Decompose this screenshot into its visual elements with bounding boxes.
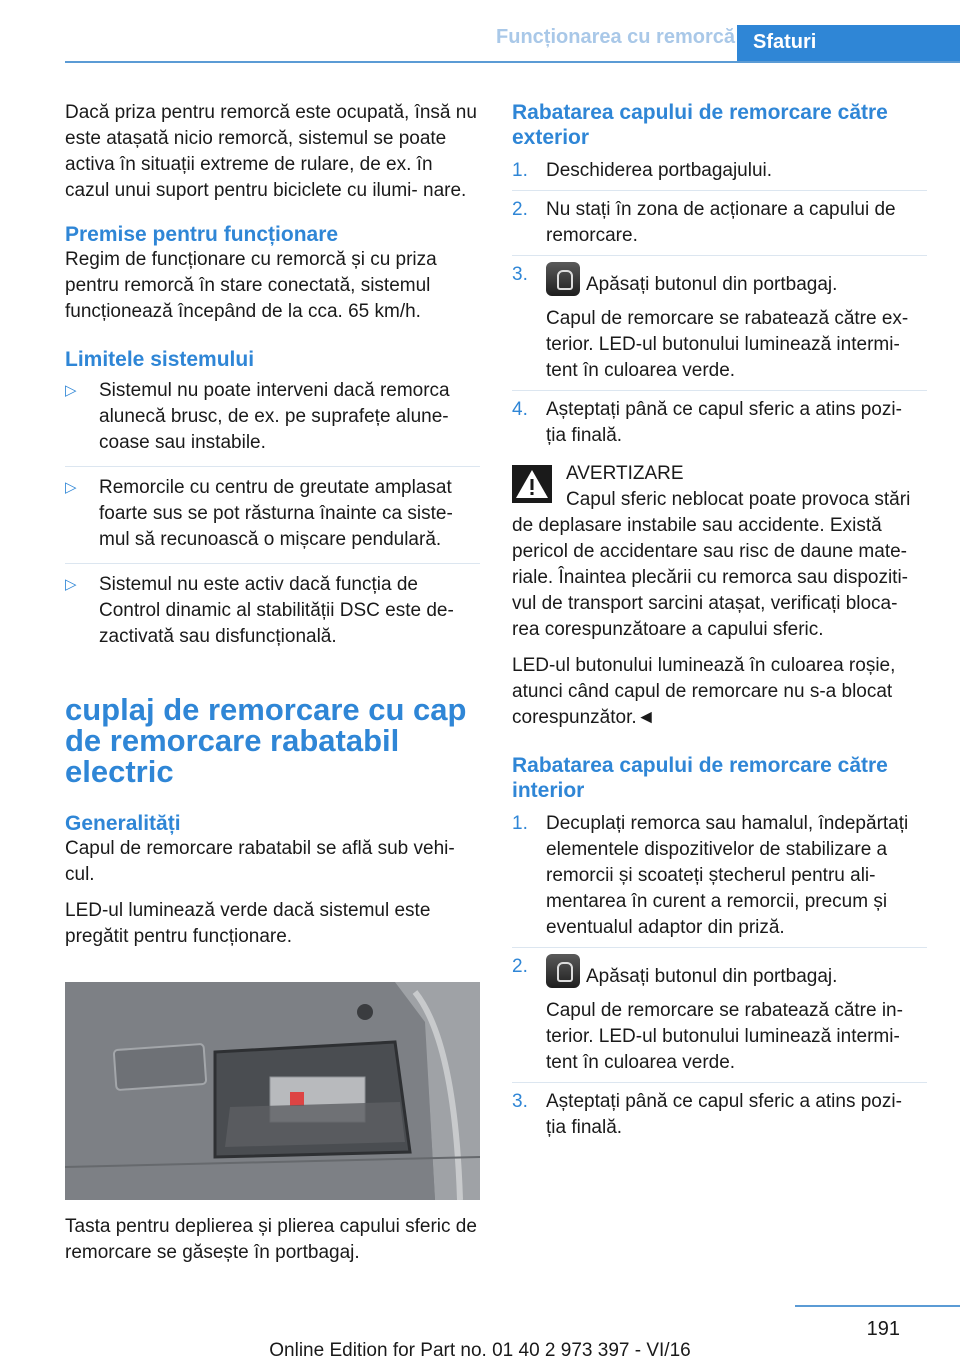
interior-steps	[512, 811, 927, 1147]
list-item: ▷ Sistemul nu poate interveni dacă remorca alunecă brusc, de ex. pe suprafețe alune‐ coase sau instabile.	[65, 378, 480, 467]
footer-rule	[795, 1305, 960, 1307]
trunk-photo	[65, 982, 480, 1200]
limits-heading: Limitele sistemului	[65, 348, 255, 371]
premise-text: Regim de funcționare cu remorcă și cu priza pentru remorcă în stare conectată, sistemul funcționează începând de la cca. 65 km/h.	[65, 249, 437, 322]
limits-list	[65, 378, 480, 660]
warning-triangle-icon	[512, 465, 552, 503]
exterior-heading: Rabatarea capului de remorcare către exterior	[512, 101, 888, 149]
page-number: 191	[866, 1318, 900, 1340]
general-text-2: LED-ul luminează verde dacă sistemul este pregătit pentru funcționare.	[65, 900, 431, 947]
led-text: LED-ul butonului luminează în culoarea roșie, atunci când capul de remorcare nu s-a blocat corespunzător.◄	[512, 655, 896, 728]
header-rule	[65, 61, 960, 63]
left-column	[65, 100, 480, 960]
trunk-illustration	[65, 982, 480, 1200]
list-item: 1. Decuplați remorca sau hamalul, îndepărtați elementele dispozitivelor de stabilizare a remorcii și scoateți ștecherul pentru ali‐ mentarea în curent a remorcii, precum și eventualul adaptor din priză.	[512, 811, 927, 948]
section-title: Funcționarea cu remorcă	[496, 26, 735, 48]
main-heading: cuplaj de remorcare cu cap de remorcare rabatabil electric	[65, 692, 467, 789]
warning-text: Capul sferic neblocat poate provoca stări de deplasare instabile sau accidente. Există pericol de accidentare sau risc de daune mate‐ riale. Înaintea plecării cu remorca sau dispoziti‐ vul de transport sarcini atașat, verificați bloca‐ rea corespunzătoare a capului sferic.	[512, 489, 911, 640]
edition-footer: Online Edition for Part no. 01 40 2 973 397 - VI/16	[269, 1340, 691, 1361]
triangle-bullet-icon: ▷	[65, 576, 77, 593]
list-item: ▷ Sistemul nu este activ dacă funcția de Control dinamic al stabilității DSC este de‐ zactivată sau disfuncțională.	[65, 574, 454, 647]
list-item: 4. Așteptați până ce capul sferic a atins pozi‐ ția finală.	[512, 399, 902, 446]
warning-block	[512, 461, 927, 643]
list-item: 1. Deschiderea portbagajului.	[512, 158, 927, 191]
triangle-bullet-icon: ▷	[65, 382, 77, 399]
towbar-button-icon	[546, 262, 580, 296]
page-header	[0, 0, 960, 62]
warning-title: AVERTIZARE	[566, 463, 684, 484]
towbar-button-icon	[546, 954, 580, 988]
photo-caption: Tasta pentru deplierea și plierea capului sferic de remorcare se găsește în portbagaj.	[65, 1216, 477, 1263]
triangle-bullet-icon: ▷	[65, 479, 77, 496]
list-item: 2. Apăsați butonul din portbagaj. Capul de remorcare se rabatează către in‐ terior. LED-ul butonului luminează intermi‐ tent în culoarea verde.	[512, 954, 927, 1083]
intro-paragraph: Dacă priza pentru remorcă este ocupată, însă nu este atașată nicio remorcă, sistemul se poate activa în situații extreme de rulare, de ex. în cazul unui suport pentru biciclete cu ilumi‐ nare.	[65, 102, 477, 201]
list-item: ▷ Remorcile cu centru de greutate amplasat foarte sus se pot răsturna înainte ca siste‐ mul să recunoască o mișcare pendulară.	[65, 475, 480, 564]
premise-heading: Premise pentru funcționare	[65, 223, 339, 246]
exterior-steps	[512, 158, 927, 455]
interior-heading: Rabatarea capului de remorcare către interior	[512, 754, 888, 802]
general-heading: Generalități	[65, 812, 181, 835]
list-item: 3. Apăsați butonul din portbagaj. Capul de remorcare se rabatează către ex‐ terior. LED-ul butonului luminează intermi‐ tent în culoarea verde.	[512, 262, 927, 391]
list-item: 2. Nu stați în zona de acționare a capului de remorcare.	[512, 197, 927, 256]
right-column	[512, 100, 927, 1153]
list-item: 3. Așteptați până ce capul sferic a atins pozi‐ ția finală.	[512, 1091, 902, 1138]
chapter-tab[interactable]: Sfaturi	[737, 25, 960, 62]
general-text-1: Capul de remorcare rabatabil se află sub vehi‐ cul.	[65, 838, 455, 885]
